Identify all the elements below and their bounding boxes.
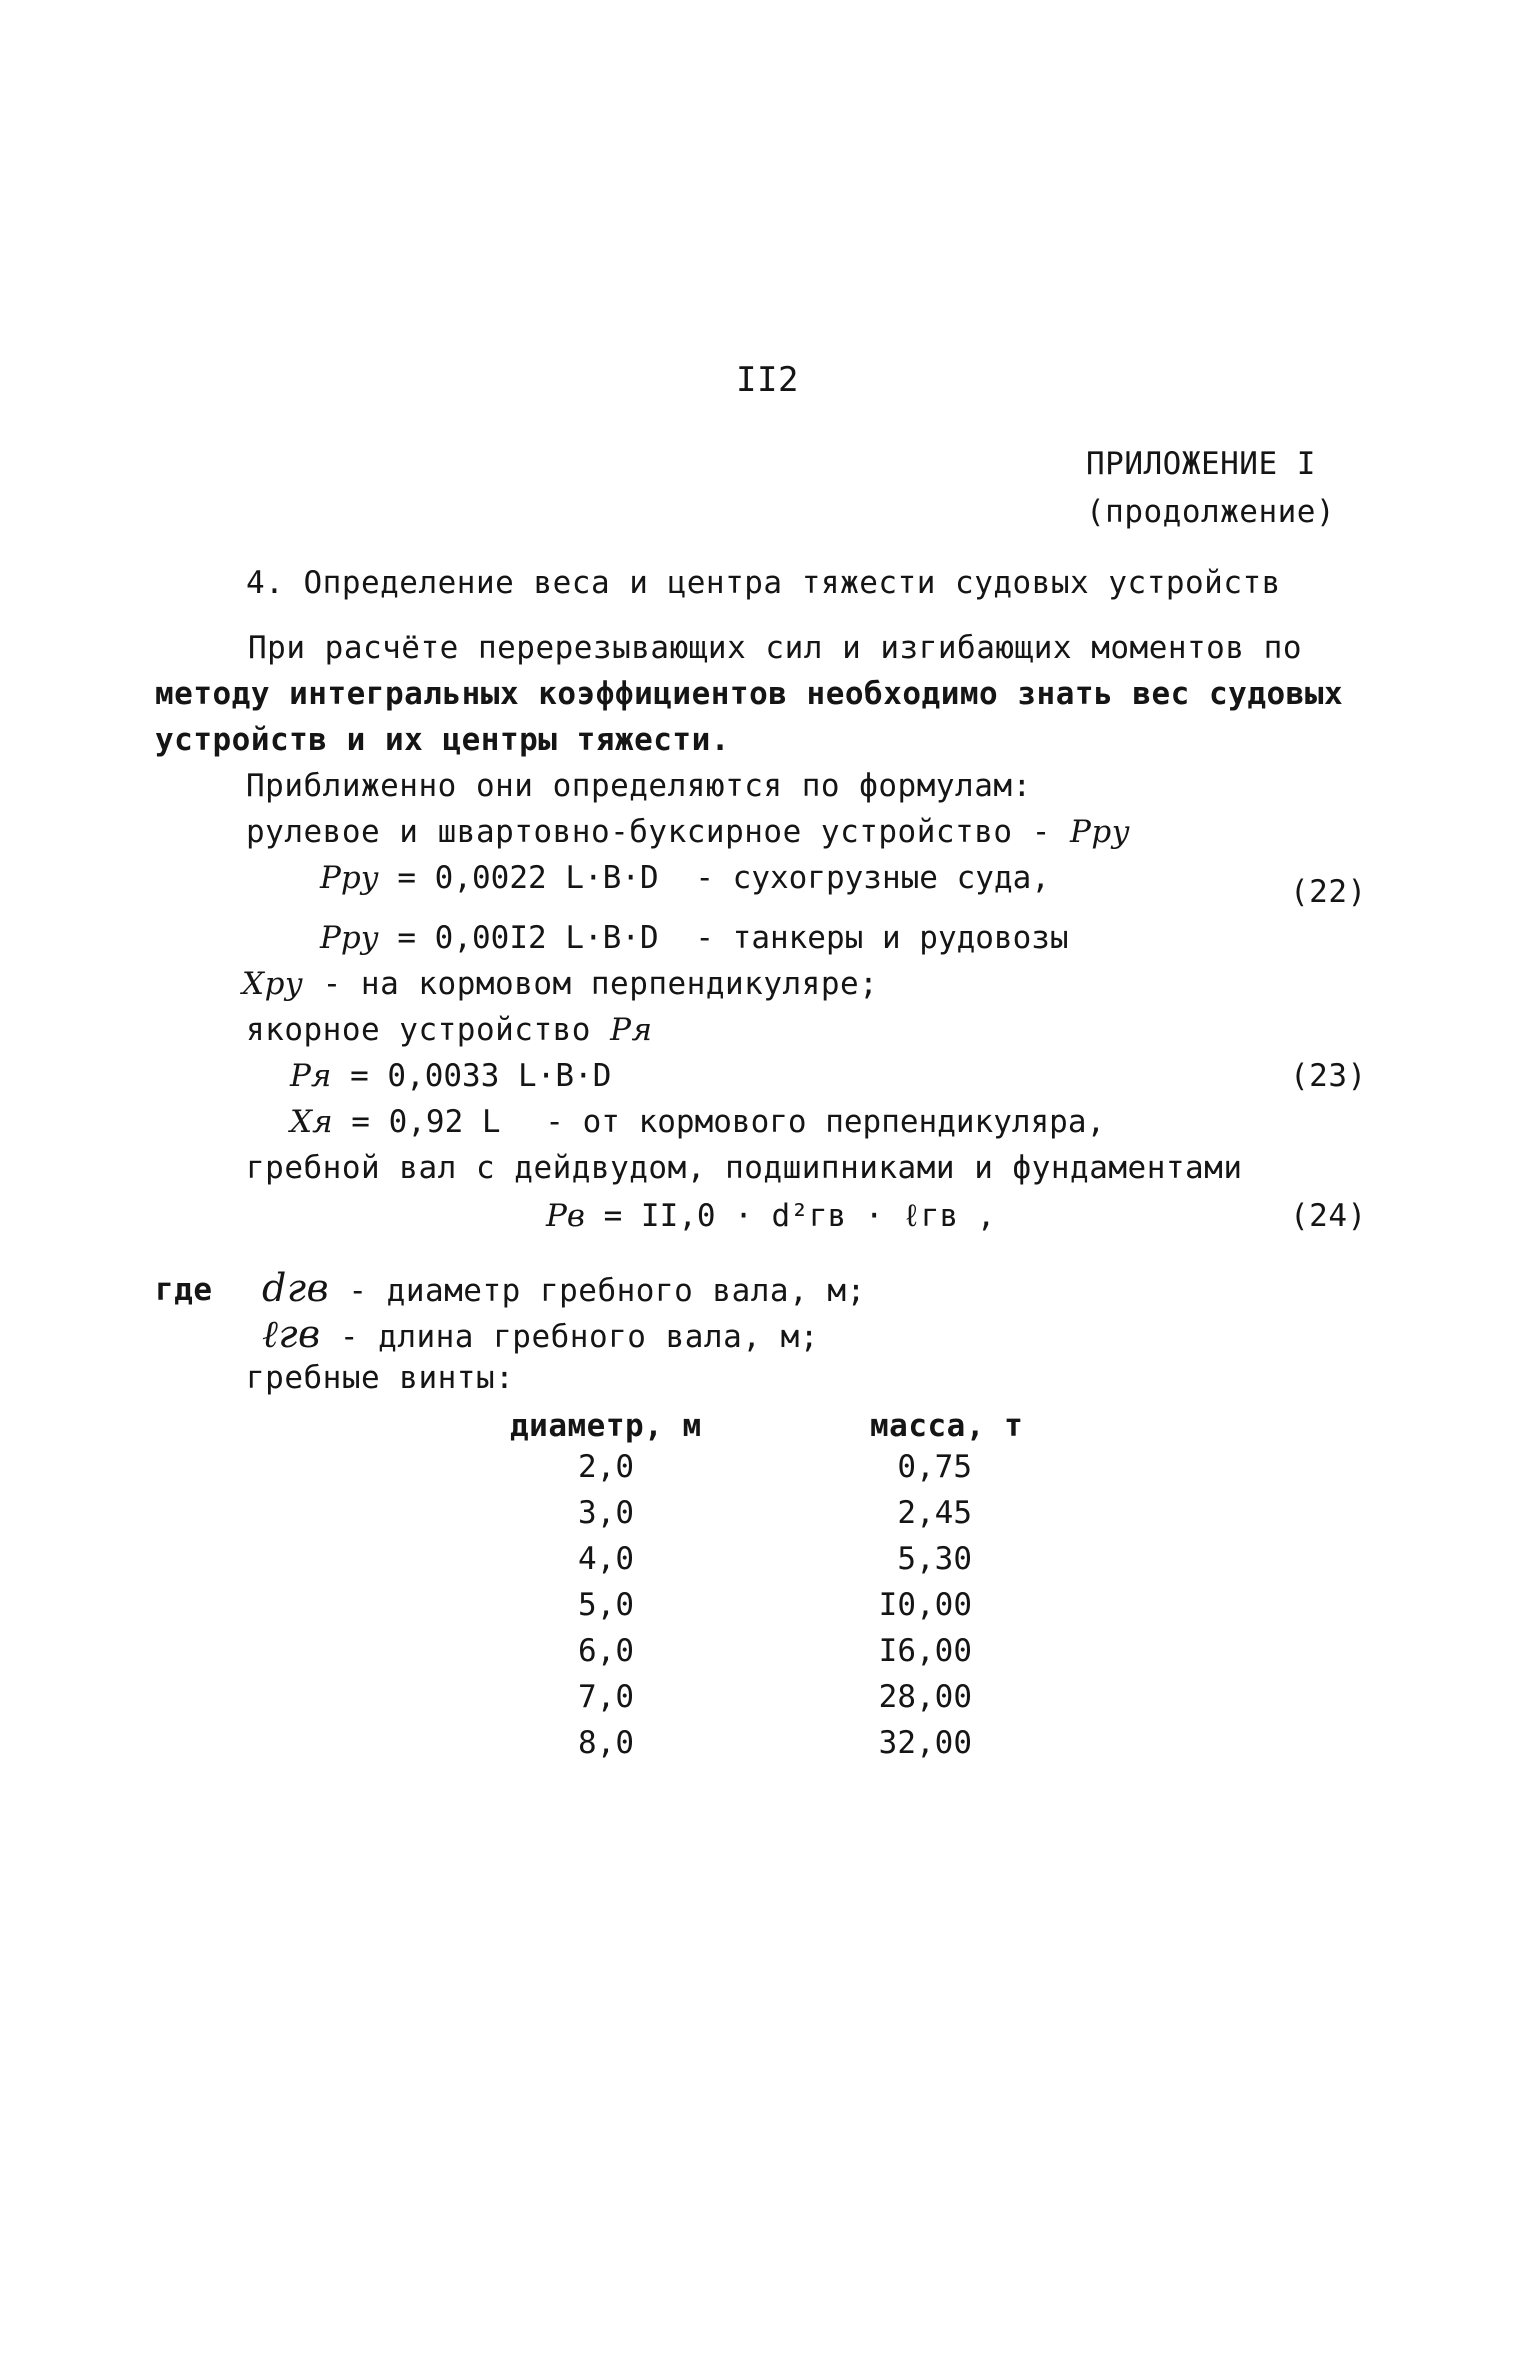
- table-cell-mass: I6,00: [878, 1633, 972, 1669]
- table-cell-mass: 5,30: [897, 1541, 972, 1577]
- table-cell-diameter: 3,0: [578, 1495, 634, 1531]
- table-cell-diameter: 5,0: [578, 1587, 634, 1623]
- rudder-heading-text: рулевое и швартовно-буксирное устройство -: [246, 814, 1071, 850]
- propellers-heading: гребные винты:: [246, 1360, 515, 1396]
- table-cell-mass: 2,45: [897, 1495, 972, 1531]
- equation-number-23: (23): [1290, 1058, 1367, 1094]
- appendix-title: ПРИЛОЖЕНИЕ I: [1086, 446, 1316, 482]
- rudder-x-description: - на кормовом перпендикуляре;: [322, 966, 879, 1002]
- shaft-length-def: [262, 1312, 819, 1357]
- col-header-diameter: диаметр, м: [510, 1408, 702, 1444]
- intro-line-2: методу интегральных коэффициентов необходимо знать вес судовых: [155, 676, 1344, 712]
- shaft-d-symbol: dгв: [262, 1266, 330, 1310]
- column-diameter: [578, 1444, 634, 1766]
- rudder-f1-description: - сухогрузные суда,: [695, 860, 1050, 896]
- table-cell-mass: 0,75: [897, 1449, 972, 1485]
- where-label: где: [155, 1272, 213, 1308]
- rudder-x-symbol: Xру: [242, 966, 304, 1002]
- rudder-heading-symbol: Pру: [1070, 814, 1131, 850]
- anchor-x-expression: = 0,92 L: [351, 1104, 501, 1140]
- table-cell-diameter: 7,0: [578, 1679, 634, 1715]
- rudder-f1-symbol: Pру: [320, 860, 379, 896]
- page-number: II2: [736, 360, 799, 400]
- table-cell-diameter: 6,0: [578, 1633, 634, 1669]
- shaft-l-description: - длина гребного вала, м;: [339, 1319, 819, 1355]
- table-cell-mass: 28,00: [878, 1679, 972, 1715]
- table-cell-mass: I0,00: [878, 1587, 972, 1623]
- shaft-d-description: - диаметр гребного вала, м;: [348, 1273, 866, 1309]
- col-header-mass: масса, т: [870, 1408, 1024, 1444]
- rudder-f2-expression: = 0,00I2 L·B·D: [397, 920, 659, 956]
- rudder-formula-1: [320, 860, 1050, 896]
- intro-line-4: Приближенно они определяются по формулам:: [246, 768, 1032, 804]
- shaft-f-symbol: Pв: [546, 1198, 585, 1234]
- anchor-formula: [290, 1058, 611, 1094]
- shaft-l-symbol: ℓгв: [262, 1312, 321, 1356]
- anchor-heading: [246, 1012, 653, 1048]
- table-cell-diameter: 2,0: [578, 1449, 634, 1485]
- rudder-f2-description: - танкеры и рудовозы: [695, 920, 1069, 956]
- column-mass: [876, 1444, 972, 1766]
- shaft-f-expression: = II,0 · d²гв · ℓгв ,: [603, 1198, 996, 1234]
- equation-number-24: (24): [1290, 1198, 1367, 1234]
- shaft-formula: [546, 1198, 995, 1236]
- anchor-x: [290, 1104, 1105, 1140]
- shaft-heading: гребной вал с дейдвудом, подшипниками и фундаментами: [246, 1150, 1243, 1186]
- table-cell-diameter: 4,0: [578, 1541, 634, 1577]
- anchor-f-symbol: Pя: [290, 1058, 332, 1094]
- anchor-heading-symbol: Pя: [610, 1012, 653, 1048]
- section-title: 4. Определение веса и центра тяжести судовых устройств: [246, 565, 1281, 601]
- anchor-x-symbol: Xя: [290, 1104, 333, 1140]
- anchor-x-description: - от кормового перпендикуляра,: [545, 1104, 1106, 1140]
- appendix-subtitle: (продолжение): [1086, 494, 1336, 530]
- intro-line-3: устройств и их центры тяжести.: [155, 722, 730, 758]
- table-cell-mass: 32,00: [878, 1725, 972, 1761]
- rudder-heading: [246, 814, 1130, 850]
- intro-line-1: При расчёте перерезывающих сил и изгибающих моментов по: [248, 630, 1302, 666]
- rudder-formula-2: [320, 920, 1069, 956]
- anchor-f-expression: = 0,0033 L·B·D: [350, 1058, 612, 1094]
- rudder-x: [242, 966, 878, 1002]
- rudder-f2-symbol: Pру: [320, 920, 379, 956]
- anchor-heading-text: якорное устройство: [246, 1012, 611, 1048]
- rudder-f1-expression: = 0,0022 L·B·D: [397, 860, 659, 896]
- table-cell-diameter: 8,0: [578, 1725, 634, 1761]
- equation-number-22: (22): [1290, 874, 1367, 910]
- shaft-diameter-def: [262, 1266, 866, 1310]
